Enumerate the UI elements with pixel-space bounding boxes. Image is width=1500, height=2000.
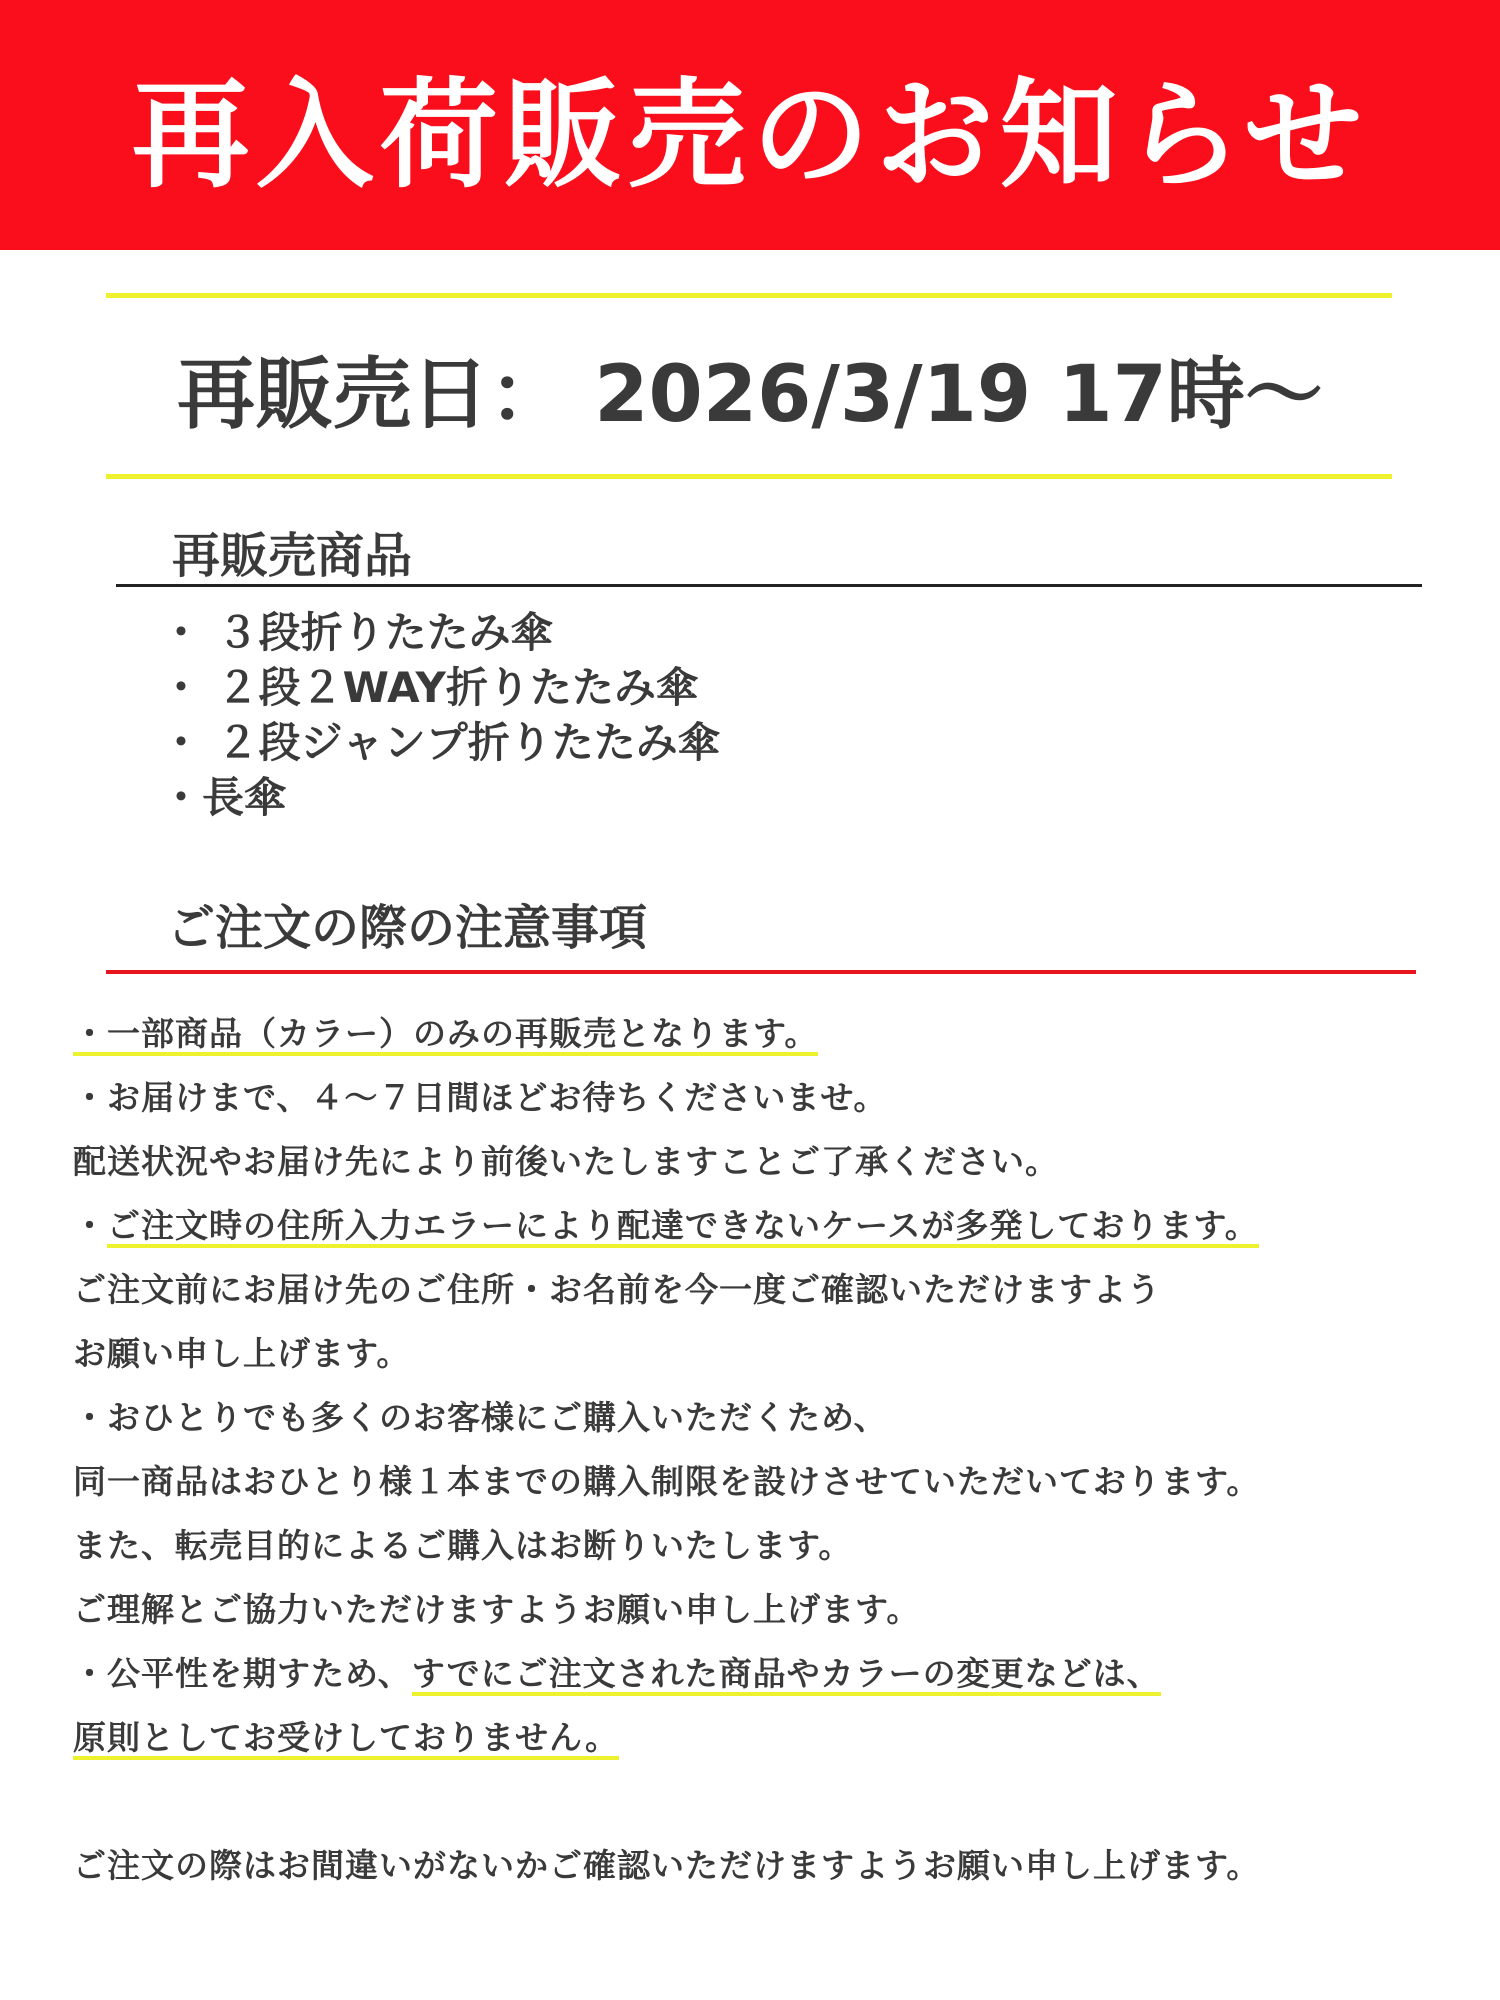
note-bullet: ・ — [73, 1206, 107, 1245]
list-item: ・ ２段２WAY折りたたみ傘 — [160, 663, 698, 712]
note-line: 同一商品はおひとり様１本までの購入制限を設けさせていただいております。 — [73, 1462, 1261, 1501]
note-line: また、転売目的によるご購入はお断りいたします。 — [73, 1526, 853, 1565]
note-highlight: すでにご注文された商品やカラーの変更などは、 — [412, 1654, 1161, 1699]
page-title: 再入荷販売のお知らせ — [131, 66, 1369, 204]
notes-body — [73, 1002, 1473, 1770]
note-line: 配送状況やお届け先により前後いたしますことご了承ください。 — [73, 1142, 1059, 1181]
closing-note: ご注文の際はお間違いがないかご確認いただけますようお願い申し上げます。 — [73, 1846, 1261, 1885]
list-item: ・ ２段ジャンプ折りたたみ傘 — [160, 718, 720, 767]
note-line: お願い申し上げます。 — [73, 1334, 411, 1373]
note-line: ご注文前にお届け先のご住所・お名前を今一度ご確認いただけますよう — [73, 1270, 1161, 1309]
note-line — [73, 1194, 1473, 1258]
note-line: ・おひとりでも多くのお客様にご購入いただくため、 — [73, 1398, 888, 1437]
date-top-divider — [106, 293, 1392, 298]
note-highlight: ご注文時の住所入力エラーにより配達できないケースが多発しております。 — [107, 1206, 1259, 1251]
products-heading: 再販売商品 — [172, 528, 413, 584]
list-item: ・長傘 — [160, 773, 287, 822]
resale-date: 再販売日： 2026/3/19 17時～ — [177, 350, 1323, 440]
note-line — [73, 1002, 1473, 1066]
product-list — [160, 605, 720, 825]
products-divider — [116, 584, 1422, 587]
date-bottom-divider — [106, 474, 1392, 479]
note-text: ・公平性を期すため、 — [73, 1654, 412, 1693]
note-highlight: 原則としてお受けしておりません。 — [73, 1718, 619, 1763]
note-highlight: ・一部商品（カラー）のみの再販売となります。 — [73, 1014, 818, 1059]
list-item: ・ ３段折りたたみ傘 — [160, 608, 553, 657]
notes-divider — [106, 970, 1416, 974]
note-line: ご理解とご協力いただけますようお願い申し上げます。 — [73, 1590, 921, 1629]
note-line — [73, 1642, 1473, 1706]
banner — [0, 0, 1500, 250]
notes-heading: ご注文の際の注意事項 — [167, 900, 648, 956]
note-line: ・お届けまで、４～７日間ほどお待ちくださいませ。 — [73, 1078, 888, 1117]
note-line — [73, 1706, 1473, 1770]
